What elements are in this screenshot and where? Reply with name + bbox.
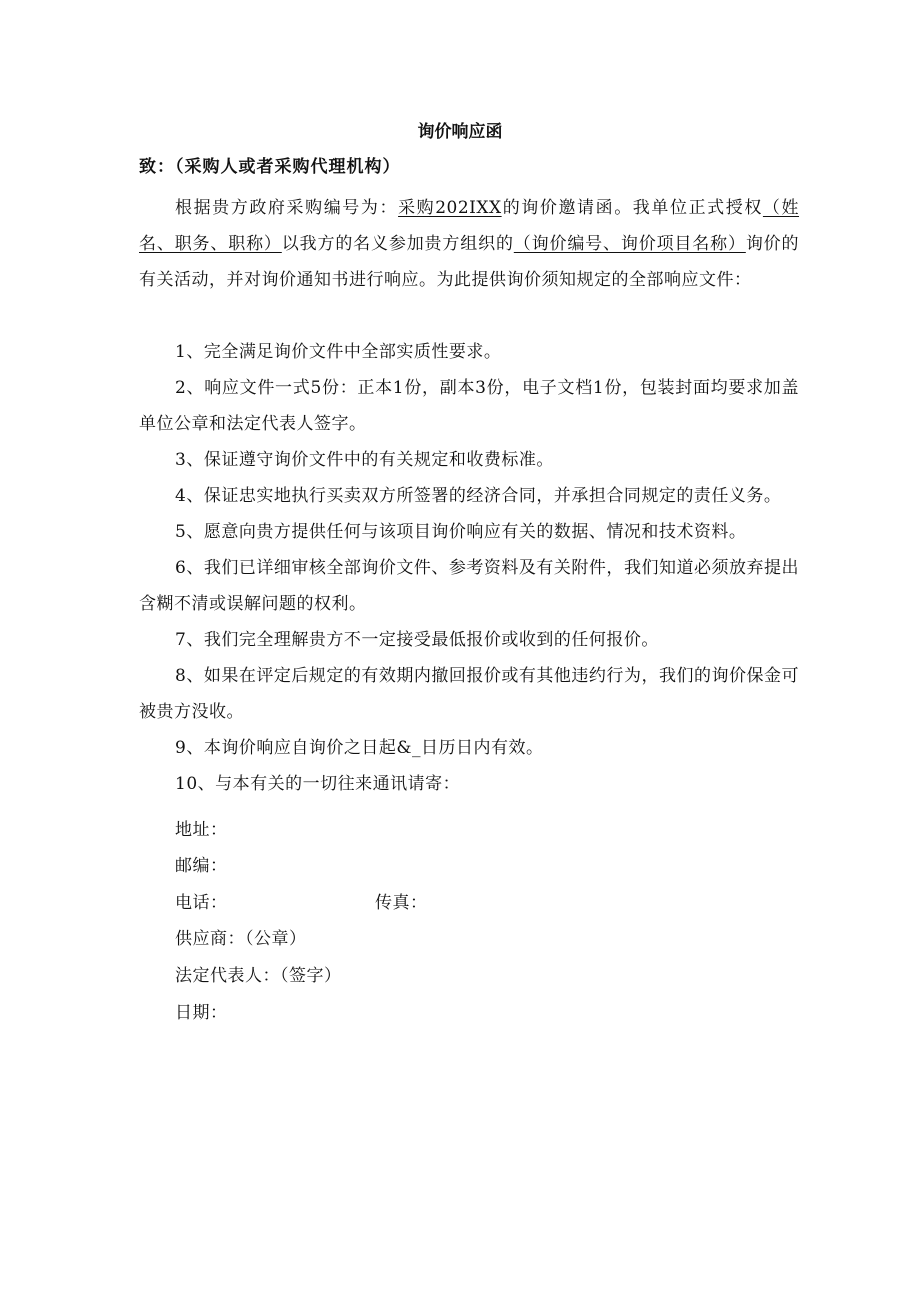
- list-item: 8、如果在评定后规定的有效期内撤回报价或有其他违约行为，我们的询价保金可被贵方没收。: [139, 666, 799, 722]
- postcode-field: 邮编：: [175, 856, 228, 876]
- list-item: 3、保证遵守询价文件中的有关规定和收费标准。: [175, 450, 554, 470]
- list-item: 2、响应文件一式5份：正本1份，副本3份，电子文档1份，包装封面均要求加盖单位公章和法定代表人签字。: [139, 378, 799, 434]
- list-item: 6、我们已详细审核全部询价文件、参考资料及有关附件，我们知道必须放弃提出含糊不清或误解问题的权利。: [139, 558, 799, 614]
- list-item: 7、我们完全理解贵方不一定接受最低报价或收到的任何报价。: [175, 630, 659, 650]
- legal-representative-field: 法定代表人：（签字）: [175, 966, 342, 986]
- supplier-field: 供应商：（公章）: [175, 929, 307, 949]
- fax-field: 传真：: [375, 893, 428, 913]
- intro-text-3: 以我方的名义参加贵方组织的: [281, 234, 514, 254]
- procurement-number: 采购202IXX: [398, 198, 502, 218]
- list-item: 1、完全满足询价文件中全部实质性要求。: [175, 342, 502, 362]
- list-item: 5、愿意向贵方提供任何与该项目询价响应有关的数据、情况和技术资料。: [175, 522, 747, 542]
- intro-text-2: 的询价邀请函。我单位正式授权: [501, 198, 763, 218]
- intro-paragraph: [139, 190, 799, 298]
- date-field: 日期：: [175, 1003, 228, 1023]
- inquiry-info-placeholder: （询价编号、询价项目名称）: [513, 234, 746, 254]
- list-item: 4、保证忠实地执行买卖双方所签署的经济合同，并承担合同规定的责任义务。: [175, 486, 782, 506]
- intro-text-4: 询价的有关活动，并对询价通知书进行响应。为此提供询价须知规定的全部响应文件：: [139, 234, 800, 290]
- intro-text-1: 根据贵方政府采购编号为：: [175, 198, 399, 218]
- list-item: 10、与本有关的一切往来通讯请寄：: [175, 774, 461, 794]
- address-field: 地址：: [175, 820, 228, 840]
- list-item: 9、本询价响应自询价之日起&_日历日内有效。: [175, 738, 544, 758]
- authorized-person-placeholder: （姓名、职务、职称）: [139, 198, 800, 254]
- addressee-line: 致：（采购人或者采购代理机构）: [139, 157, 401, 177]
- document-title: 询价响应函: [417, 122, 503, 142]
- phone-field: 电话：: [175, 893, 228, 913]
